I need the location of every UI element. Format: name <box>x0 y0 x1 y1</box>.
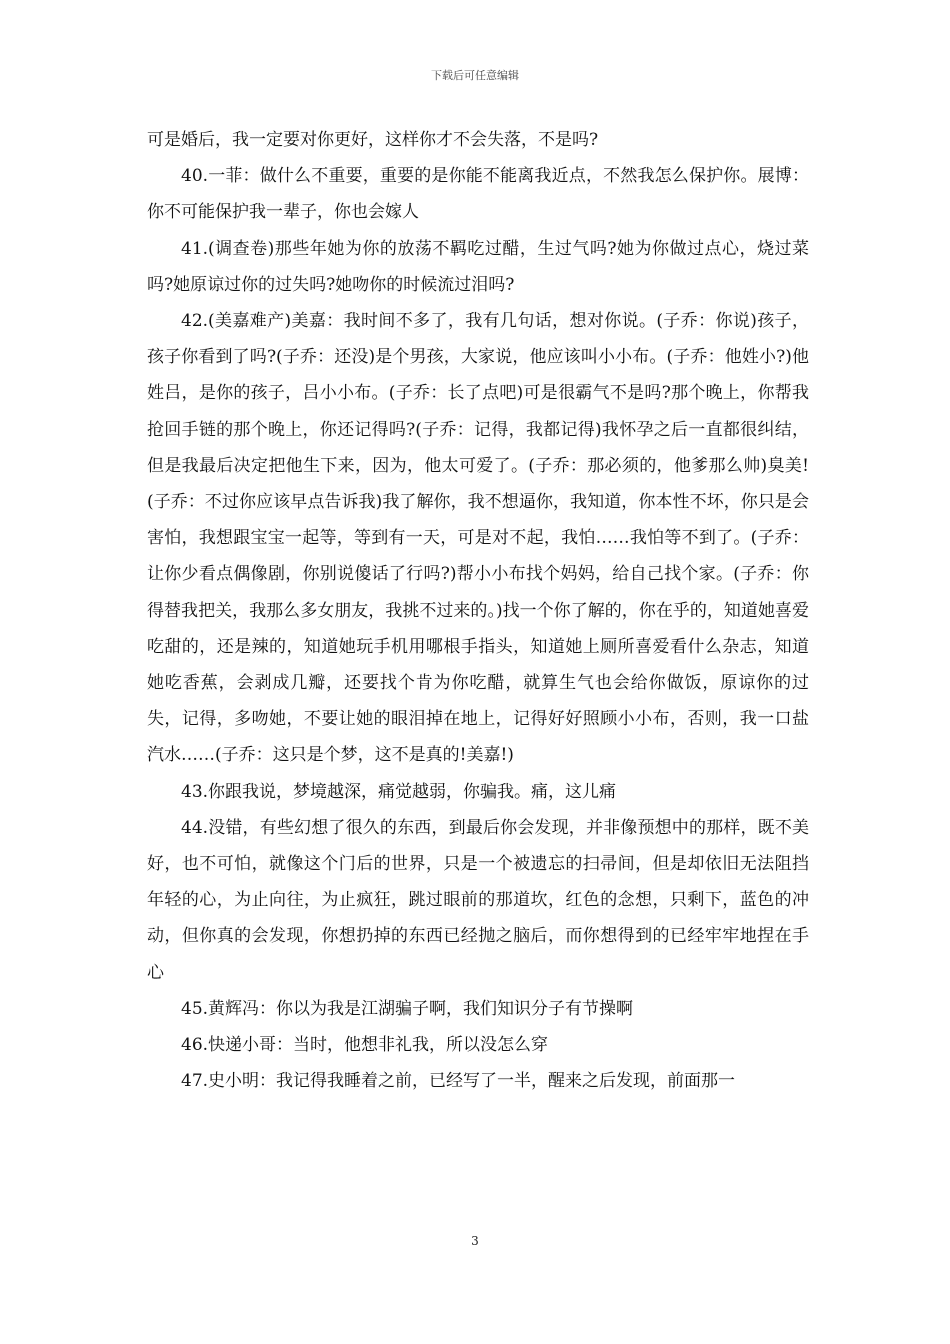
paragraph-45: 45.黄辉冯：你以为我是江湖骗子啊，我们知识分子有节操啊 <box>181 998 634 1019</box>
paragraph-44: 44.没错，有些幻想了很久的东西，到最后你会发现，并非像预想中的那样，既不美好，也不可怕，就像这个门后的世界，只是一个被遗忘的扫帚间，但是却依旧无法阻挡年轻的心，为止向往，为止疯狂，跳过眼前的那道坎，红色的念想，只剩下，蓝色的冲动，但你真的会发现，你想扔掉的东西已经抛之脑后，而你想得到的已经牢牢地捏在手心 <box>147 817 809 983</box>
paragraph-40: 40.一菲：做什么不重要，重要的是你能不能离我近点，不然我怎么保护你。展博：你不可能保护我一辈子，你也会嫁人 <box>147 166 809 223</box>
paragraph-43: 43.你跟我说，梦境越深，痛觉越弱，你骗我。痛，这儿痛 <box>181 781 617 802</box>
paragraph-42: 42.(美嘉难产)美嘉：我时间不多了，我有几句话，想对你说。(子乔：你说)孩子，孩子你看到了吗?(子乔：还没)是个男孩，大家说，他应该叫小小布。(子乔：他姓小?)他姓吕，是你的孩子，吕小小布。(子乔：长了点吧)可是很霸气不是吗?那个晚上，你帮我抢回手链的那个晚上，你还记得吗?(子乔：记得，我都记得)我怀孕之后一直都很纠结，但是我最后决定把他生下来，因为，他太可爱了。(子乔：那必须的，他爹那么帅)臭美!(子乔：不过你应该早点告诉我)我了解你，我不想逼你，我知道，你本性不坏，你只是会害怕，我想跟宝宝一起等，等到有一天，可是对不起，我怕……我怕等不到了。(子乔：让你少看点偶像剧，你别说傻话了行吗?)帮小小布找个妈妈，给自己找个家。(子乔：你得替我把关，我那么多女朋友，我挑不过来的。)找一个你了解的，你在乎的，知道她喜爱吃甜的，还是辣的，知道她玩手机用哪根手指头，知道她上厕所喜爱看什么杂志，知道她吃香蕉，会剥成几瓣，还要找个肯为你吃醋，就算生气也会给你做饭，原谅你的过失，记得，多吻她，不要让她的眼泪掉在地上，记得好好照顾小小布，否则，我一口盐汽水……(子乔：这只是个梦，这不是真的!美嘉!) <box>147 311 809 766</box>
body-text <box>147 122 809 1099</box>
paragraph-46: 46.快递小哥：当时，他想非礼我，所以没怎么穿 <box>181 1035 549 1056</box>
paragraph-continuation: 可是婚后，我一定要对你更好，这样你才不会失落，不是吗? <box>147 130 599 150</box>
paragraph-41: 41.(调查卷)那些年她为你的放荡不羁吃过醋，生过气吗?她为你做过点心，烧过菜吗?她原谅过你的过失吗?她吻你的时候流过泪吗? <box>147 238 809 295</box>
paragraph-47: 47.史小明：我记得我睡着之前，已经写了一半，醒来之后发现，前面那一 <box>181 1071 736 1092</box>
page-header: 下载后可任意编辑 <box>431 69 519 82</box>
page-number: 3 <box>471 1234 479 1248</box>
